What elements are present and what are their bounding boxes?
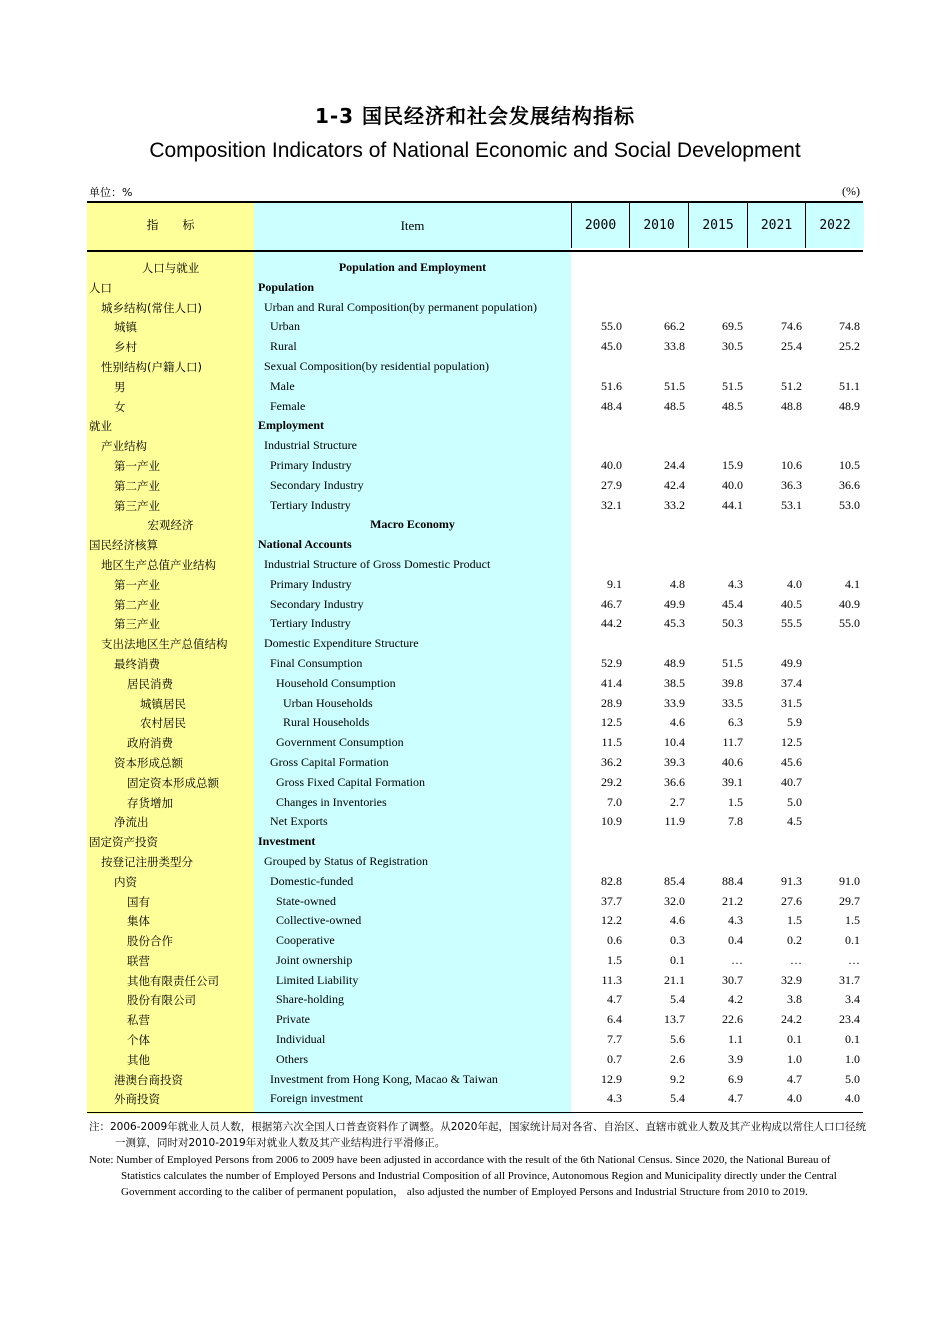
value-2000: 12.2 xyxy=(601,913,622,928)
value-2021: 51.2 xyxy=(781,378,802,393)
row-label-en: Net Exports xyxy=(270,814,328,829)
row-label-cn: 固定资产投资 xyxy=(89,835,158,850)
row-label-cn: 支出法地区生产总值结构 xyxy=(101,637,228,652)
row-label-cn: 股份合作 xyxy=(127,934,173,949)
value-2010: 33.9 xyxy=(664,695,685,710)
value-2021: 31.5 xyxy=(781,695,802,710)
row-label-en: Changes in Inventories xyxy=(276,794,387,809)
row-label-en: Urban Households xyxy=(283,695,373,710)
value-2022: 1.0 xyxy=(845,1051,860,1066)
value-2015: 4.7 xyxy=(728,1091,743,1106)
row-label-en: Male xyxy=(270,378,295,393)
row-label-cn: 资本形成总额 xyxy=(114,755,183,770)
value-2021: 45.6 xyxy=(781,754,802,769)
value-2010: 0.3 xyxy=(670,933,685,948)
row-label-en: Final Consumption xyxy=(270,655,363,670)
value-2015: 4.2 xyxy=(728,992,743,1007)
row-label-cn: 第二产业 xyxy=(114,597,160,612)
value-2010: 0.1 xyxy=(670,952,685,967)
table-row xyxy=(87,713,863,733)
value-2021: 4.0 xyxy=(787,1091,802,1106)
value-2010: 48.5 xyxy=(664,398,685,413)
value-2000: 51.6 xyxy=(601,378,622,393)
value-2021: 37.4 xyxy=(781,675,802,690)
value-2000: 12.5 xyxy=(601,715,622,730)
value-2000: 0.6 xyxy=(607,933,622,948)
row-label-cn: 私营 xyxy=(127,1013,150,1028)
row-label-en: Primary Industry xyxy=(270,457,352,472)
table-row xyxy=(87,733,863,753)
value-2015: 6.3 xyxy=(728,715,743,730)
value-2015: 40.6 xyxy=(722,754,743,769)
header-year-2010: 2010 xyxy=(629,203,688,248)
footnote-english xyxy=(89,1152,869,1200)
value-2015: 48.5 xyxy=(722,398,743,413)
value-2021: 0.2 xyxy=(787,933,802,948)
value-2021: … xyxy=(790,952,802,967)
row-label-cn: 第二产业 xyxy=(114,478,160,493)
table-row xyxy=(87,436,863,456)
table-row xyxy=(87,496,863,516)
value-2015: 1.1 xyxy=(728,1032,743,1047)
value-2021: 74.6 xyxy=(781,319,802,334)
table-row xyxy=(87,654,863,674)
row-label-cn: 宏观经济 xyxy=(147,518,194,533)
table-row xyxy=(87,575,863,595)
value-2021: 40.5 xyxy=(781,596,802,611)
row-label-en: Sexual Composition(by residential population) xyxy=(264,358,489,373)
value-2022: 48.9 xyxy=(839,398,860,413)
row-label-cn: 股份有限公司 xyxy=(127,993,196,1008)
row-label-cn: 农村居民 xyxy=(140,716,186,731)
row-label-cn: 联营 xyxy=(127,953,150,968)
value-2021: 32.9 xyxy=(781,972,802,987)
value-2022: 0.1 xyxy=(845,933,860,948)
row-label-cn: 居民消费 xyxy=(127,676,173,691)
unit-label-english: (%) xyxy=(842,184,860,198)
row-label-en: Industrial Structure xyxy=(264,438,357,453)
value-2010: 4.6 xyxy=(670,715,685,730)
value-2010: 2.7 xyxy=(670,794,685,809)
value-2000: 41.4 xyxy=(601,675,622,690)
value-2022: 23.4 xyxy=(839,1012,860,1027)
table-row xyxy=(87,971,863,991)
value-2015: 33.5 xyxy=(722,695,743,710)
row-label-en: Grouped by Status of Registration xyxy=(264,853,428,868)
value-2000: 11.5 xyxy=(601,735,622,750)
row-label-cn: 城镇居民 xyxy=(140,696,186,711)
row-label-en: Population xyxy=(258,279,315,294)
table-row xyxy=(87,1010,863,1030)
page-title-english: Composition Indicators of National Economic and Social Development xyxy=(149,139,801,162)
value-2000: 27.9 xyxy=(601,477,622,492)
table-row xyxy=(87,634,863,654)
table-row xyxy=(87,832,863,852)
header-year-2022: 2022 xyxy=(805,203,864,248)
table-row xyxy=(87,852,863,872)
value-2000: 4.3 xyxy=(607,1091,622,1106)
value-2010: 39.3 xyxy=(664,754,685,769)
row-label-en: Household Consumption xyxy=(276,675,396,690)
table-row xyxy=(87,535,863,555)
table-row xyxy=(87,337,863,357)
value-2000: 28.9 xyxy=(601,695,622,710)
value-2022: 0.1 xyxy=(845,1032,860,1047)
row-label-cn: 性别结构(户籍人口) xyxy=(101,359,202,374)
table-body xyxy=(87,252,863,1114)
header-year-2021: 2021 xyxy=(747,203,805,248)
row-label-cn: 人口 xyxy=(89,280,112,295)
value-2021: 1.5 xyxy=(787,913,802,928)
row-label-cn: 人口与就业 xyxy=(141,261,200,275)
row-label-cn: 第一产业 xyxy=(114,577,160,592)
table-row xyxy=(87,258,863,278)
value-2022: 91.0 xyxy=(839,873,860,888)
value-2022: 40.9 xyxy=(839,596,860,611)
value-2010: 49.9 xyxy=(664,596,685,611)
row-label-cn: 存货增加 xyxy=(127,795,173,810)
row-label-en: Limited Liability xyxy=(276,972,359,987)
row-label-en: Population and Employment xyxy=(338,260,487,274)
row-label-en: Government Consumption xyxy=(276,735,404,750)
value-2015: 6.9 xyxy=(728,1071,743,1086)
value-2000: 37.7 xyxy=(601,893,622,908)
value-2000: 4.7 xyxy=(607,992,622,1007)
value-2021: 10.6 xyxy=(781,457,802,472)
unit-label-chinese: 单位：% xyxy=(89,186,133,199)
value-2015: 69.5 xyxy=(722,319,743,334)
value-2000: 7.7 xyxy=(607,1032,622,1047)
row-label-en: Individual xyxy=(276,1032,326,1047)
row-label-cn: 第三产业 xyxy=(114,498,160,513)
table-row xyxy=(87,1089,863,1109)
value-2021: 1.0 xyxy=(787,1051,802,1066)
indicator-table xyxy=(87,201,863,1114)
row-label-en: Macro Economy xyxy=(370,517,455,532)
row-label-cn: 最终消费 xyxy=(114,656,160,671)
header-year-2000: 2000 xyxy=(571,203,629,248)
table-row xyxy=(87,773,863,793)
value-2021: 3.8 xyxy=(787,992,802,1007)
value-2000: 9.1 xyxy=(607,576,622,591)
row-label-en: Domestic Expenditure Structure xyxy=(264,636,419,651)
value-2022: 51.1 xyxy=(839,378,860,393)
row-label-en: Investment xyxy=(258,834,316,849)
value-2015: 15.9 xyxy=(722,457,743,472)
table-row xyxy=(87,377,863,397)
value-2022: 74.8 xyxy=(839,319,860,334)
table-row xyxy=(87,812,863,832)
row-label-en: Tertiary Industry xyxy=(270,616,351,631)
value-2021: 0.1 xyxy=(787,1032,802,1047)
row-label-cn: 城乡结构(常住人口) xyxy=(101,300,202,315)
row-label-en: Private xyxy=(276,1012,310,1027)
row-label-cn: 产业结构 xyxy=(101,439,147,454)
value-2010: 36.6 xyxy=(664,774,685,789)
value-2015: 44.1 xyxy=(722,497,743,512)
row-label-cn: 政府消费 xyxy=(127,736,173,751)
table-row xyxy=(87,753,863,773)
row-label-en: Gross Capital Formation xyxy=(270,754,389,769)
row-label-cn: 国民经济核算 xyxy=(89,538,158,553)
table-row xyxy=(87,872,863,892)
value-2015: 11.7 xyxy=(722,735,743,750)
table-row xyxy=(87,555,863,575)
value-2022: 53.0 xyxy=(839,497,860,512)
value-2015: 45.4 xyxy=(722,596,743,611)
row-label-en: Industrial Structure of Gross Domestic Product xyxy=(264,556,491,571)
value-2022: 4.0 xyxy=(845,1091,860,1106)
table-row xyxy=(87,911,863,931)
value-2022: 55.0 xyxy=(839,616,860,631)
value-2022: 4.1 xyxy=(845,576,860,591)
value-2010: 5.4 xyxy=(670,992,685,1007)
row-label-cn: 个体 xyxy=(127,1033,150,1048)
row-label-en: Gross Fixed Capital Formation xyxy=(276,774,425,789)
row-label-cn: 第一产业 xyxy=(114,458,160,473)
row-label-en: Employment xyxy=(258,418,324,433)
value-2000: 12.9 xyxy=(601,1071,622,1086)
value-2021: 55.5 xyxy=(781,616,802,631)
value-2000: 29.2 xyxy=(601,774,622,789)
footnote-chinese-text: 注：2006-2009年就业人员人数，根据第六次全国人口普查资料作了调整。从2020年起，国家统计局对各省、自治区、直辖市就业人数及其产业构成以常住人口口径统一测算，同时对2010-2019年对就业人数及其产业结构进行平滑修正。 xyxy=(89,1121,866,1149)
value-2000: 82.8 xyxy=(601,873,622,888)
value-2010: 33.2 xyxy=(664,497,685,512)
row-label-en: Secondary Industry xyxy=(270,477,364,492)
header-item-en: Item xyxy=(254,203,571,250)
row-label-en: Joint ownership xyxy=(276,952,353,967)
value-2010: 85.4 xyxy=(664,873,685,888)
value-2022: … xyxy=(848,952,860,967)
value-2000: 36.2 xyxy=(601,754,622,769)
value-2015: 4.3 xyxy=(728,576,743,591)
row-label-cn: 港澳台商投资 xyxy=(114,1072,183,1087)
row-label-cn: 城镇 xyxy=(114,320,137,335)
table-row xyxy=(87,931,863,951)
value-2010: 66.2 xyxy=(664,319,685,334)
value-2022: 3.4 xyxy=(845,992,860,1007)
value-2010: 11.9 xyxy=(664,814,685,829)
value-2015: 39.1 xyxy=(722,774,743,789)
table-row xyxy=(87,515,863,535)
value-2000: 11.3 xyxy=(601,972,622,987)
value-2000: 10.9 xyxy=(601,814,622,829)
value-2010: 48.9 xyxy=(664,655,685,670)
row-label-en: Others xyxy=(276,1051,308,1066)
value-2010: 38.5 xyxy=(664,675,685,690)
value-2010: 32.0 xyxy=(664,893,685,908)
value-2000: 0.7 xyxy=(607,1051,622,1066)
value-2000: 52.9 xyxy=(601,655,622,670)
row-label-cn: 集体 xyxy=(127,914,150,929)
value-2021: 40.7 xyxy=(781,774,802,789)
table-row xyxy=(87,1070,863,1090)
table-row xyxy=(87,1030,863,1050)
value-2010: 5.6 xyxy=(670,1032,685,1047)
value-2000: 46.7 xyxy=(601,596,622,611)
value-2000: 6.4 xyxy=(607,1012,622,1027)
value-2010: 4.6 xyxy=(670,913,685,928)
table-row xyxy=(87,595,863,615)
value-2021: 12.5 xyxy=(781,735,802,750)
value-2010: 21.1 xyxy=(664,972,685,987)
value-2021: 4.0 xyxy=(787,576,802,591)
value-2015: 88.4 xyxy=(722,873,743,888)
table-bottom-rule xyxy=(87,1112,863,1113)
row-label-cn: 固定资本形成总额 xyxy=(127,775,219,790)
value-2015: 30.7 xyxy=(722,972,743,987)
value-2000: 48.4 xyxy=(601,398,622,413)
table-row xyxy=(87,694,863,714)
row-label-cn: 乡村 xyxy=(114,340,137,355)
value-2022: 29.7 xyxy=(839,893,860,908)
value-2022: 25.2 xyxy=(839,339,860,354)
value-2021: 49.9 xyxy=(781,655,802,670)
footnote-chinese xyxy=(89,1119,869,1151)
row-label-en: Foreign investment xyxy=(270,1091,363,1106)
row-label-en: Urban xyxy=(270,319,300,334)
value-2022: 1.5 xyxy=(845,913,860,928)
value-2010: 33.8 xyxy=(664,339,685,354)
table-row xyxy=(87,990,863,1010)
row-label-cn: 男 xyxy=(114,379,126,394)
row-label-cn: 国有 xyxy=(127,894,150,909)
table-row xyxy=(87,892,863,912)
footnote-english-text: Note: Number of Employed Persons from 2006 to 2009 have been adjusted in accordance with the result of the 6th National Census. Since 2020, the National Bureau of Statistics calculates the number of Employed Persons and Industrial Composition of all Province, Autonomous Region and Municipality directly under the Central Government according to the caliber of permanent population， also adjusted the number of Employed Persons and Industrial Structure from 2010 to 2019. xyxy=(89,1154,837,1198)
value-2021: 4.5 xyxy=(787,814,802,829)
value-2010: 5.4 xyxy=(670,1091,685,1106)
value-2010: 42.4 xyxy=(664,477,685,492)
row-label-en: Primary Industry xyxy=(270,576,352,591)
row-label-cn: 第三产业 xyxy=(114,617,160,632)
value-2015: 7.8 xyxy=(728,814,743,829)
table-row xyxy=(87,357,863,377)
row-label-en: Investment from Hong Kong, Macao & Taiwan xyxy=(270,1071,498,1086)
table-row xyxy=(87,674,863,694)
value-2015: 3.9 xyxy=(728,1051,743,1066)
value-2021: 5.9 xyxy=(787,715,802,730)
value-2015: … xyxy=(731,952,743,967)
value-2015: 40.0 xyxy=(722,477,743,492)
row-label-cn: 就业 xyxy=(89,419,112,434)
table-row xyxy=(87,456,863,476)
value-2000: 45.0 xyxy=(601,339,622,354)
row-label-en: Female xyxy=(270,398,306,413)
value-2015: 51.5 xyxy=(722,655,743,670)
row-label-cn: 净流出 xyxy=(114,815,149,830)
value-2021: 48.8 xyxy=(781,398,802,413)
row-label-cn: 女 xyxy=(114,399,126,414)
table-header xyxy=(87,201,863,252)
value-2015: 51.5 xyxy=(722,378,743,393)
row-label-en: Rural xyxy=(270,339,297,354)
value-2021: 36.3 xyxy=(781,477,802,492)
row-label-en: Share-holding xyxy=(276,992,344,1007)
value-2000: 32.1 xyxy=(601,497,622,512)
row-label-en: Collective-owned xyxy=(276,913,362,928)
row-label-cn: 外商投资 xyxy=(114,1092,160,1107)
table-row xyxy=(87,1050,863,1070)
row-label-cn: 内资 xyxy=(114,874,137,889)
value-2021: 4.7 xyxy=(787,1071,802,1086)
row-label-en: State-owned xyxy=(276,893,336,908)
row-label-en: Rural Households xyxy=(283,715,370,730)
table-row xyxy=(87,317,863,337)
value-2021: 24.2 xyxy=(781,1012,802,1027)
value-2022: 5.0 xyxy=(845,1071,860,1086)
row-label-en: National Accounts xyxy=(258,537,352,552)
value-2010: 24.4 xyxy=(664,457,685,472)
value-2022: 31.7 xyxy=(839,972,860,987)
row-label-en: Tertiary Industry xyxy=(270,497,351,512)
value-2000: 40.0 xyxy=(601,457,622,472)
value-2010: 45.3 xyxy=(664,616,685,631)
table-row xyxy=(87,793,863,813)
table-row xyxy=(87,397,863,417)
value-2010: 10.4 xyxy=(664,735,685,750)
value-2010: 9.2 xyxy=(670,1071,685,1086)
table-row xyxy=(87,298,863,318)
value-2022: 36.6 xyxy=(839,477,860,492)
value-2021: 91.3 xyxy=(781,873,802,888)
header-year-2015: 2015 xyxy=(688,203,747,248)
row-label-en: Urban and Rural Composition(by permanent population) xyxy=(264,299,537,314)
header-indicator-cn: 指 标 xyxy=(87,203,254,250)
value-2000: 1.5 xyxy=(607,952,622,967)
value-2021: 27.6 xyxy=(781,893,802,908)
row-label-en: Secondary Industry xyxy=(270,596,364,611)
value-2015: 0.4 xyxy=(728,933,743,948)
row-label-cn: 其他有限责任公司 xyxy=(127,973,219,988)
table-rows xyxy=(87,258,863,1109)
value-2021: 5.0 xyxy=(787,794,802,809)
value-2021: 53.1 xyxy=(781,497,802,512)
row-label-en: Domestic-funded xyxy=(270,873,354,888)
row-label-cn: 按登记注册类型分 xyxy=(101,854,193,869)
value-2000: 55.0 xyxy=(601,319,622,334)
value-2010: 51.5 xyxy=(664,378,685,393)
row-label-en: Cooperative xyxy=(276,933,335,948)
value-2015: 50.3 xyxy=(722,616,743,631)
value-2015: 21.2 xyxy=(722,893,743,908)
value-2015: 39.8 xyxy=(722,675,743,690)
value-2010: 13.7 xyxy=(664,1012,685,1027)
page-title-chinese: 1-3 国民经济和社会发展结构指标 xyxy=(314,104,636,128)
value-2015: 22.6 xyxy=(722,1012,743,1027)
table-row xyxy=(87,951,863,971)
table-row xyxy=(87,476,863,496)
value-2021: 25.4 xyxy=(781,339,802,354)
value-2000: 44.2 xyxy=(601,616,622,631)
value-2022: 10.5 xyxy=(839,457,860,472)
value-2010: 2.6 xyxy=(670,1051,685,1066)
row-label-cn: 其他 xyxy=(127,1052,150,1067)
value-2015: 1.5 xyxy=(728,794,743,809)
value-2010: 4.8 xyxy=(670,576,685,591)
table-row xyxy=(87,416,863,436)
value-2015: 4.3 xyxy=(728,913,743,928)
table-row xyxy=(87,614,863,634)
row-label-cn: 地区生产总值产业结构 xyxy=(101,557,216,572)
value-2015: 30.5 xyxy=(722,339,743,354)
table-row xyxy=(87,278,863,298)
value-2000: 7.0 xyxy=(607,794,622,809)
